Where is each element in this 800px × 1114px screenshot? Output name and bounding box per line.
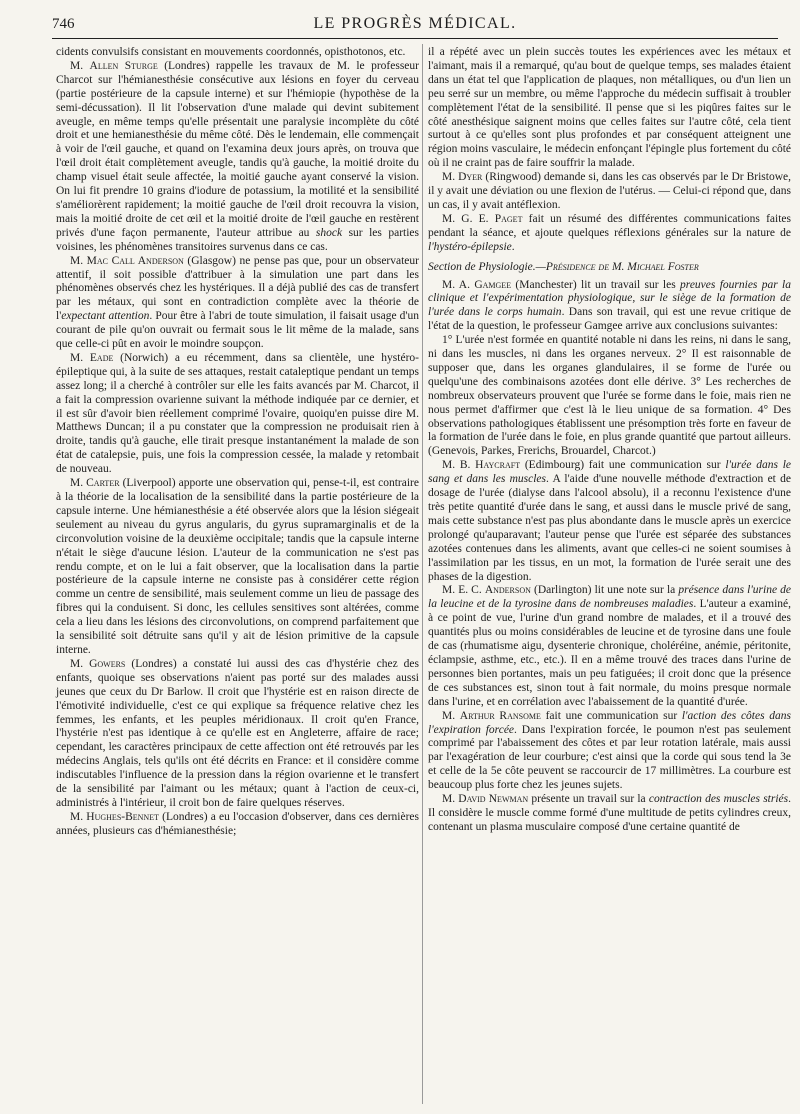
text-run: sur les parties voisines, les phénomènes transitoires survenus dans ce cas. bbox=[56, 226, 420, 253]
italic-text: contraction des muscles striés bbox=[648, 793, 789, 806]
author-name: Anderson bbox=[484, 584, 531, 597]
paragraph bbox=[428, 459, 791, 584]
journal-title: LE PROGRÈS MÉDICAL. bbox=[313, 15, 517, 32]
text-run: (Londres) rappelle les travaux de M. le professeur Charcot sur l'hémianesthésie consécutive aux lésions en foyer du cerveau (partie postérieure de la capsule interne) et sur l'hémiopie (hypothèse de la semi-décussation). Il lit l'observation d'une malade qui devint subitement aveugle, en même temps qu'elle présentait une paralysie incomplète du côté droit et une hemianesthésie du même côté. Dès le lendemain, elle commençait à voir de l'œil gauche, et quand on l'examina deux jours après, on trouva que l'œil droit était complètement aveugle, tandis qu'à gauche, la moitié droite du champ visuel était seule affectée, la moitié gauche ayant conservé la vision. On lui fit prendre 10 grains d'iodure de potassium, la motilité et la sensibilité s'améliorèrent rapidement; la moitié gauche de l'œil droit recouvra la vision, mais la moitié droite de cet œil et la moitié droite de l'œil gauche en restèrent privés d'une façon permanente, l'auteur attribue au bbox=[56, 59, 419, 239]
paragraph bbox=[428, 710, 791, 793]
text-run: cidents convulsifs consistant en mouvements coordonnés, opisthotonos, etc. bbox=[56, 46, 406, 58]
text-run: fait un résumé des différentes communications faites pendant la séance, et ajoute quelques réflexions générales sur la nature de bbox=[428, 212, 791, 239]
paragraph bbox=[56, 255, 419, 352]
text-run: . A l'aide d'une nouvelle méthode d'extraction et de dosage de l'urée (dialyse dans l'alcool absolu), il a reconnu l'existence d'une très petite quantité d'urée dans le sang, et aussi dans le muscle privé de sang, mais cette substance n'est pas plus abondante dans le muscle après un exercice prolongé qu'auparavant; l'auteur pense que l'urée est séparée des substances azotées contenues dans les aliments, avant que celles-ci ne soient soumises à l'assimilation par les tissus, en un mot, la formation de l'urée serait une des phases de la digestion. bbox=[428, 473, 791, 583]
italic-text: l'urée dans le sang et dans les muscles bbox=[428, 459, 791, 486]
italic-text: l'hystéro-épilepsie bbox=[428, 240, 512, 253]
text-run: (Londres) a constaté lui aussi des cas d'hystérie chez des enfants, quoique ses observations n'aient pas porté sur des malades aussi jeunes que ceux du Dr Barlow. Il croit que l'hystérie est en raison directe de l'émotivité individuelle, c'est ce qui explique sa fréquence relative chez les femmes, les enfants, et les peuples méridionaux. Il croit qu'en France, l'hystérie n'est pas identique à ce qu'elle est en Angleterre, affaire de race; cependant, les caractères principaux de cette affection ont été retrouvés par les médecins Anglais, tels qu'ils ont été décrits en France: et il considère comme indiscutables l'influence de la pression dans la région ovarienne et le transfert de la sensibilité par l'aimant ou les métaux; quant à l'action de ceux-ci, administrés à l'intérieur, il croit bon de faire quelques réserves. bbox=[56, 657, 419, 809]
text-run: . L'auteur a examiné, à ce point de vue, l'urine d'un grand nombre de malades, et il a trouvé des quantités plus ou moins considérables de leucine et de tyrosine dans une foule de cas (rhumatisme aigu, dysenterie chronique, choléréine, anémie, péritonite, éclampsie, asthme, etc., etc.). Il en a même trouvé des traces dans l'urine de personnes bien portantes, mais un peu fatiguées; il croit donc que la présence de ces substances est, sinon tout à fait normale, du moins presque normale dans l'urine, et en corrélation avec l'abaissement de la quantité d'urée. bbox=[428, 598, 791, 708]
text-run: .— bbox=[532, 260, 546, 273]
paragraph bbox=[428, 793, 791, 835]
text-run: (Manchester) lit un travail sur les bbox=[511, 278, 681, 291]
italic-text: expectant attention bbox=[61, 310, 150, 323]
text-run: . Il considère le muscle comme formé d'une multitude de petits cylindres creux, contenant un plasma musculaire composé d'une certaine quantité de bbox=[428, 793, 791, 833]
page-header bbox=[52, 14, 778, 39]
text-run: 1° L'urée n'est formée en quantité notable ni dans les reins, ni dans le sang, ni dans les muscles, ni dans les organes nerveux. 2° Il est raisonnable de supposer que, dans les organes glandulaires, il se forme de l'urée ou quelqu'une des combinaisons azotées dont elle dérive. 3° Les recherches de nombreux observateurs prouvent que l'urée se forme dans le foie, mais rien ne nous permet d'affirmer que c'est là le lieu unique de sa formation. 4° Des observations pathologiques établissent une présomption très forte en faveur de la formation de l'urée dans le foie, en plus grande quantité que partout ailleurs. (Genevois, Parkes, Frerichs, Brouardel, Charcot.) bbox=[428, 334, 791, 458]
paragraph bbox=[428, 334, 791, 459]
right-column bbox=[428, 46, 791, 835]
author-name: Dyer bbox=[458, 171, 483, 184]
paragraph bbox=[56, 352, 419, 477]
author-name: Haycraft bbox=[475, 459, 521, 472]
text-run: M. bbox=[70, 351, 90, 364]
author-name: Paget bbox=[494, 212, 523, 225]
author-name: Carter bbox=[86, 477, 120, 490]
text-run: . Dans son travail, qui est une revue critique de l'état de la question, le professeur Gamgee arrive aux conclusions suivantes: bbox=[428, 306, 792, 333]
text-run: fait une communication sur bbox=[540, 709, 682, 722]
text-run: (Liverpool) apporte une observation qui, pense-t-il, est contraire à la théorie de la localisation de la sensibilité dans la partie postérieure de la capsule interne. Une hémianesthésie a été observée alors que la lésion siégeait seulement au niveau du gyrus angularis, du gyrus supramarginalis et de la circonvolution voisine de la deuxième occipitale; tandis que la capsule interne n'était le siège d'aucune lésion. L'auteur de la communication ne s'est pas rendu compte, et on le lui a fait observer, que la localisation dans la partie postérieure de la capsule interne ne consiste pas à considérer cette région comme un centre de sensibilité, mais seulement comme un lieu de passage des fibres qui la conduisent. Si donc, les cellules sensitives sont altérées, comme cela a lieu dans les lésions des circonvolutions, on comprend parfaitement que la sensibilité soit détruite sans qu'il y ait de lésion primitive de la capsule interne. bbox=[56, 477, 419, 656]
text-run: M. E. C. bbox=[442, 584, 485, 597]
paragraph bbox=[428, 279, 791, 335]
author-name: Eade bbox=[89, 351, 114, 364]
author-name: Mac Call Anderson bbox=[86, 254, 184, 267]
column-divider bbox=[422, 44, 423, 1104]
author-name: Hughes-Bennet bbox=[86, 810, 159, 823]
italic-text: shock bbox=[315, 226, 343, 239]
italic-text: l'action des côtes dans l'expiration forcée bbox=[428, 709, 791, 736]
paragraph bbox=[428, 213, 791, 255]
author-name: Présidence de M. Michael Foster bbox=[545, 260, 699, 273]
author-name: David Newman bbox=[458, 793, 529, 806]
paragraph bbox=[56, 46, 419, 60]
paragraph bbox=[428, 46, 791, 171]
text-run: M. bbox=[70, 810, 87, 823]
text-run: M. bbox=[70, 254, 87, 267]
text-run: M. B. bbox=[442, 459, 476, 472]
text-run: M. A. bbox=[442, 278, 475, 291]
text-run: (Glasgow) ne pense pas que, pour un observateur attentif, il soit possible d'attribuer à la simulation une part dans les phénomènes observés chez les hystériques. Il a déjà publié des cas de transfert par les métaux, qui sont en contradiction complète avec la théorie de l' bbox=[56, 254, 419, 323]
text-run: (Darlington) lit une note sur la bbox=[530, 584, 679, 597]
page-number: 746 bbox=[52, 16, 75, 32]
paragraph bbox=[56, 477, 419, 658]
author-name: Arthur Ransome bbox=[459, 709, 541, 722]
text-run: M. bbox=[442, 171, 459, 184]
paragraph bbox=[56, 60, 419, 255]
author-name: Gamgee bbox=[474, 278, 512, 291]
paragraph bbox=[428, 171, 791, 213]
paragraph bbox=[428, 584, 791, 709]
paragraph bbox=[56, 811, 419, 839]
text-run: M. bbox=[442, 793, 459, 806]
author-name: Gowers bbox=[89, 657, 126, 670]
text-run: il a répété avec un plein succès toutes les expériences avec les métaux et l'aimant, mais il a remarqué, qu'au bout de quelque temps, ses malades étaient dans un état tel que l'application de plaques, non métalliques, ou d'un lien un peu serré sur un membre, ou même l'approche du médecin suffisait à troubler complètement l'état de la sensibilité. Il pense que si les piqûres faites sur le côté anesthésique saignent moins que celles faites sur l'autre côté, cela tient surtout à ce qu'elles sont plus profondes et par conséquent atteignent une région moins vasculaire, le médecin enfonçant l'épingle plus fortement du côté où il ne craint pas de faire souffrir la malade. bbox=[428, 46, 791, 170]
left-column bbox=[56, 46, 419, 839]
text-run: présente un travail sur la bbox=[528, 793, 649, 806]
text-run: M. bbox=[70, 59, 90, 72]
paragraph bbox=[56, 658, 419, 811]
text-run: (Ringwood) demande si, dans les cas observés par le Dr Bristowe, il y avait une déviation ou une flexion de l'utérus. — Celui-ci répond que, dans un cas, il y avait antéflexion. bbox=[428, 171, 791, 211]
text-run: M. G. E. bbox=[442, 212, 495, 225]
italic-text: preuves fournies par la clinique et l'expérimentation physiologique, sur le siège de la formation de l'urée dans le corps humain bbox=[428, 278, 791, 319]
italic-text: Section de Physiologie bbox=[428, 260, 533, 273]
text-run: (Edimbourg) fait une communication sur bbox=[520, 459, 726, 472]
text-run: (Norwich) a eu récemment, dans sa clientèle, une hystéro-épileptique qui, à la suite de ses attaques, restait cataleptique pendant un temps assez long; il a cherché à contrôler sur elle les faits avancés par M. Charcot, il a fait la compression ovarienne suivant la méthode indiquée par ce dernier, et il est sûr d'avoir bien réellement comprimé l'ovaire, quoiqu'en puisse dire M. Matthews Duncan; il a pu constater que la compression ne produisait rien à droite, tandis qu'à gauche, elle tirait presque instantanément la malade de son état de catalepsie, puis, une fois la compression cessée, la malade y retombait de nouveau. bbox=[56, 351, 419, 476]
text-run: M. bbox=[442, 709, 460, 722]
text-run: . bbox=[511, 240, 515, 253]
text-run: . Pour être à l'abri de toute simulation, il faisait usage d'un courant de pile qu'on ouvrait ou fermait sous le lit même de la malade, sans que celle-ci pût en avoir le moindre soupçon. bbox=[56, 310, 419, 351]
text-run: (Londres) a eu l'occasion d'observer, dans ces dernières années, plusieurs cas d'hémianesthésie; bbox=[56, 810, 419, 837]
italic-text: présence dans l'urine de la leucine et de la tyrosine dans de nombreuses maladies bbox=[428, 584, 791, 611]
author-name: Allen Sturge bbox=[89, 59, 158, 72]
text-run: M. bbox=[70, 657, 90, 670]
text-run: . Dans l'expiration forcée, le poumon n'est pas seulement comprimé par l'abaissement des côtes et par leur rotation latérale, mais aussi par l'exagération de leur courbure; c'est ainsi que la corde qui sous tend la 3e et celle de la 5e côte peuvent se raccourcir de 17 millimètres. La courbure est beaucoup plus forte chez les jeunes sujets. bbox=[428, 723, 792, 792]
text-run: M. bbox=[70, 477, 87, 490]
section-heading bbox=[428, 261, 791, 275]
